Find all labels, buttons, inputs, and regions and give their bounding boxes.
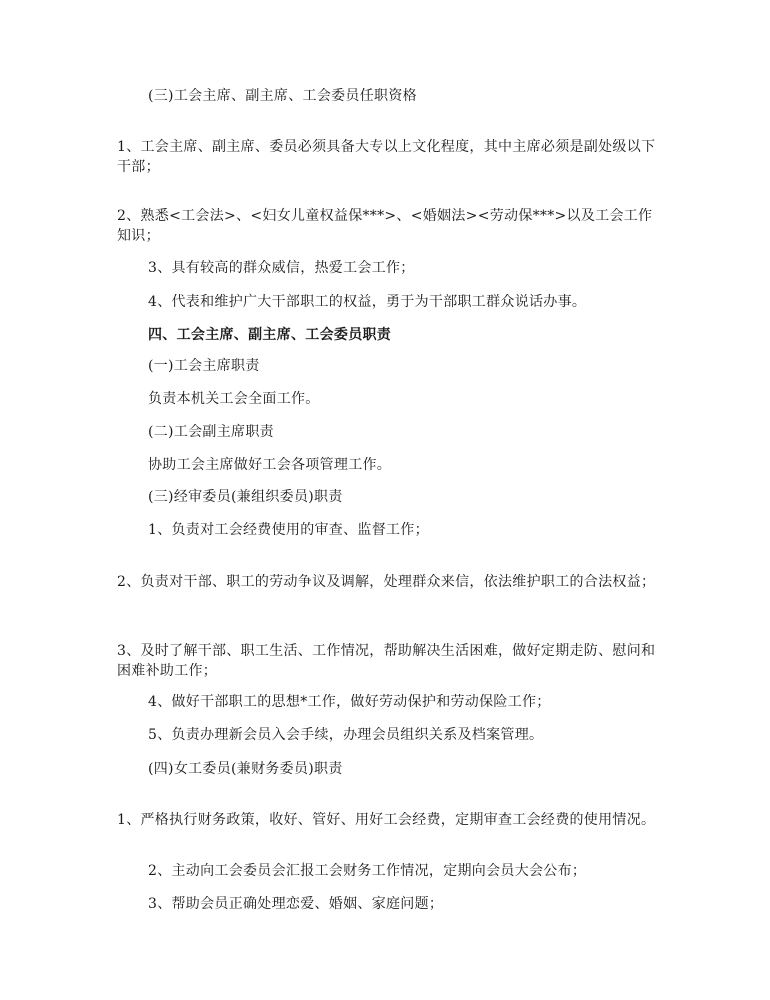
section-heading-qualifications: (三)工会主席、副主席、工会委员任职资格 [148,88,417,104]
subheading-vice-chairman-duties: (二)工会副主席职责 [148,424,274,440]
paragraph-audit-item-2: 2、负责对干部、职工的劳动争议及调解，处理群众来信，依法维护职工的合法权益； [117,574,656,590]
paragraph-item-4: 4、代表和维护广大干部职工的权益，勇于为干部职工群众说话办事。 [148,294,587,310]
subheading-audit-committee-duties: (三)经审委员(兼组织委员)职责 [148,489,343,505]
subheading-women-committee-duties: (四)女工委员(兼财务委员)职责 [148,761,343,777]
paragraph-women-item-2: 2、主动向工会委员会汇报工会财务工作情况，定期向会员大会公布； [148,863,587,879]
paragraph-audit-item-1: 1、负责对工会经费使用的审查、监督工作； [148,522,429,538]
paragraph-audit-item-5: 5、负责办理新会员入会手续，办理会员组织关系及档案管理。 [148,727,544,743]
paragraph-women-item-1: 1、严格执行财务政策，收好、管好、用好工会经费，定期审查工会经费的使用情况。 [117,812,656,828]
subheading-chairman-duties: (一)工会主席职责 [148,358,260,374]
paragraph-item-1: 1、工会主席、副主席、委员必须具备大专以上文化程度，其中主席必须是副处级以下干部； [117,139,656,175]
paragraph-item-2: 2、熟悉<工会法>、<妇女儿童权益保***>、<婚姻法><劳动保***>以及工会工作知识； [117,208,653,244]
paragraph-audit-item-3: 3、及时了解干部、职工生活、工作情况，帮助解决生活困难，做好定期走防、慰问和困难补助工作； [117,643,656,679]
paragraph-chairman-duty: 负责本机关工会全面工作。 [148,391,320,407]
paragraph-vice-chairman-duty: 协助工会主席做好工会各项管理工作。 [148,457,392,473]
paragraph-audit-item-4: 4、做好干部职工的思想*工作，做好劳动保护和劳动保险工作； [148,694,551,710]
section-heading-duties: 四、工会主席、副主席、工会委员职责 [148,327,392,343]
paragraph-women-item-3: 3、帮助会员正确处理恋爱、婚姻、家庭问题； [148,896,444,912]
paragraph-item-3: 3、具有较高的群众威信，热爱工会工作； [148,260,415,276]
